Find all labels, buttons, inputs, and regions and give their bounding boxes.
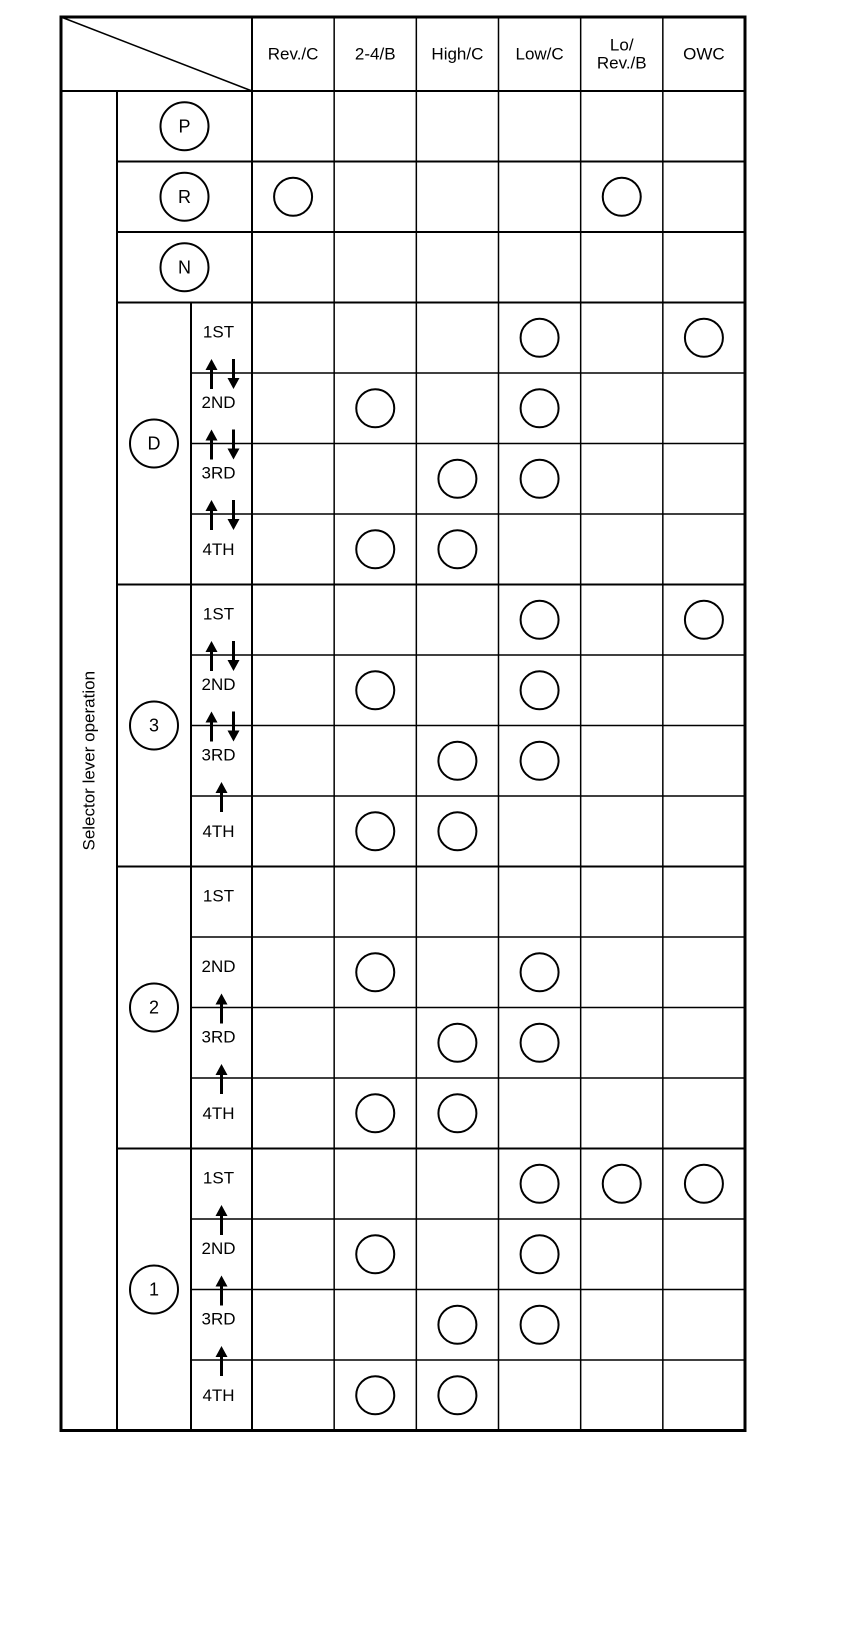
engaged-mark: [685, 1165, 723, 1203]
gear-label: 4TH: [202, 821, 235, 841]
shift-up-arrow: [206, 500, 218, 530]
engaged-mark: [521, 319, 559, 357]
column-header-label: OWC: [683, 44, 725, 64]
column-header-label: Rev./C: [267, 44, 319, 64]
engaged-mark: [521, 1235, 559, 1273]
engaged-mark: [438, 460, 476, 498]
position-label: 1: [148, 1279, 160, 1300]
shift-up-arrow: [216, 1205, 228, 1235]
shift-up-arrow: [206, 712, 218, 742]
shift-up-arrow: [216, 782, 228, 812]
gear-label: 1ST: [202, 604, 235, 624]
engaged-mark: [274, 178, 312, 216]
header-diagonal: [61, 17, 252, 91]
shift-up-arrow: [216, 994, 228, 1024]
shift-up-arrow: [206, 430, 218, 460]
gear-label: 4TH: [202, 539, 235, 559]
column-header-label: High/C: [431, 44, 484, 64]
engaged-mark: [521, 953, 559, 991]
engaged-mark: [521, 1306, 559, 1344]
engaged-mark: [356, 671, 394, 709]
shift-up-arrow: [216, 1064, 228, 1094]
column-header-label: Lo/: [609, 35, 634, 55]
gear-label: 3RD: [201, 1027, 236, 1047]
engaged-mark: [356, 1094, 394, 1132]
column-header-label: Rev./B: [596, 53, 647, 73]
engaged-mark: [356, 1376, 394, 1414]
shift-down-arrow: [228, 712, 240, 742]
engaged-mark: [521, 742, 559, 780]
column-header-label: 2-4/B: [354, 44, 396, 64]
engaged-mark: [685, 319, 723, 357]
engaged-mark: [356, 389, 394, 427]
shift-up-arrow: [216, 1276, 228, 1306]
position-label: D: [147, 433, 161, 454]
shift-down-arrow: [228, 430, 240, 460]
engaged-mark: [521, 1024, 559, 1062]
shift-up-arrow: [216, 1346, 228, 1376]
gear-label: 4TH: [202, 1103, 235, 1123]
engaged-mark: [356, 530, 394, 568]
gear-label: 4TH: [202, 1385, 235, 1405]
position-label: N: [178, 257, 191, 278]
shift-down-arrow: [228, 500, 240, 530]
engaged-mark: [603, 1165, 641, 1203]
engaged-mark: [438, 530, 476, 568]
gear-label: 2ND: [201, 1238, 236, 1258]
engaged-mark: [356, 812, 394, 850]
shift-down-arrow: [228, 359, 240, 389]
gear-label: 1ST: [202, 1168, 235, 1188]
gear-label: 2ND: [201, 674, 236, 694]
engaged-mark: [521, 389, 559, 427]
position-label: R: [178, 186, 191, 207]
side-label: Selector lever operation: [79, 670, 99, 851]
gear-label: 1ST: [202, 322, 235, 342]
position-label: 2: [148, 997, 160, 1018]
engaged-mark: [438, 1094, 476, 1132]
engaged-mark: [521, 1165, 559, 1203]
engaged-mark: [521, 671, 559, 709]
engaged-mark: [438, 812, 476, 850]
engaged-mark: [438, 742, 476, 780]
shift-up-arrow: [206, 359, 218, 389]
position-label: P: [178, 116, 191, 137]
engaged-mark: [685, 601, 723, 639]
engaged-mark: [438, 1024, 476, 1062]
engaged-mark: [438, 1376, 476, 1414]
position-label: 3: [148, 715, 160, 736]
engaged-mark: [521, 460, 559, 498]
engaged-mark: [603, 178, 641, 216]
engaged-mark: [438, 1306, 476, 1344]
engaged-mark: [521, 601, 559, 639]
shift-down-arrow: [228, 641, 240, 671]
column-header-label: Low/C: [515, 44, 564, 64]
gear-label: 2ND: [201, 956, 236, 976]
gear-label: 2ND: [201, 392, 236, 412]
engaged-mark: [356, 953, 394, 991]
gear-label: 3RD: [201, 745, 236, 765]
gear-label: 1ST: [202, 886, 235, 906]
shift-up-arrow: [206, 641, 218, 671]
gear-label: 3RD: [201, 463, 236, 483]
engaged-mark: [356, 1235, 394, 1273]
gear-label: 3RD: [201, 1309, 236, 1329]
